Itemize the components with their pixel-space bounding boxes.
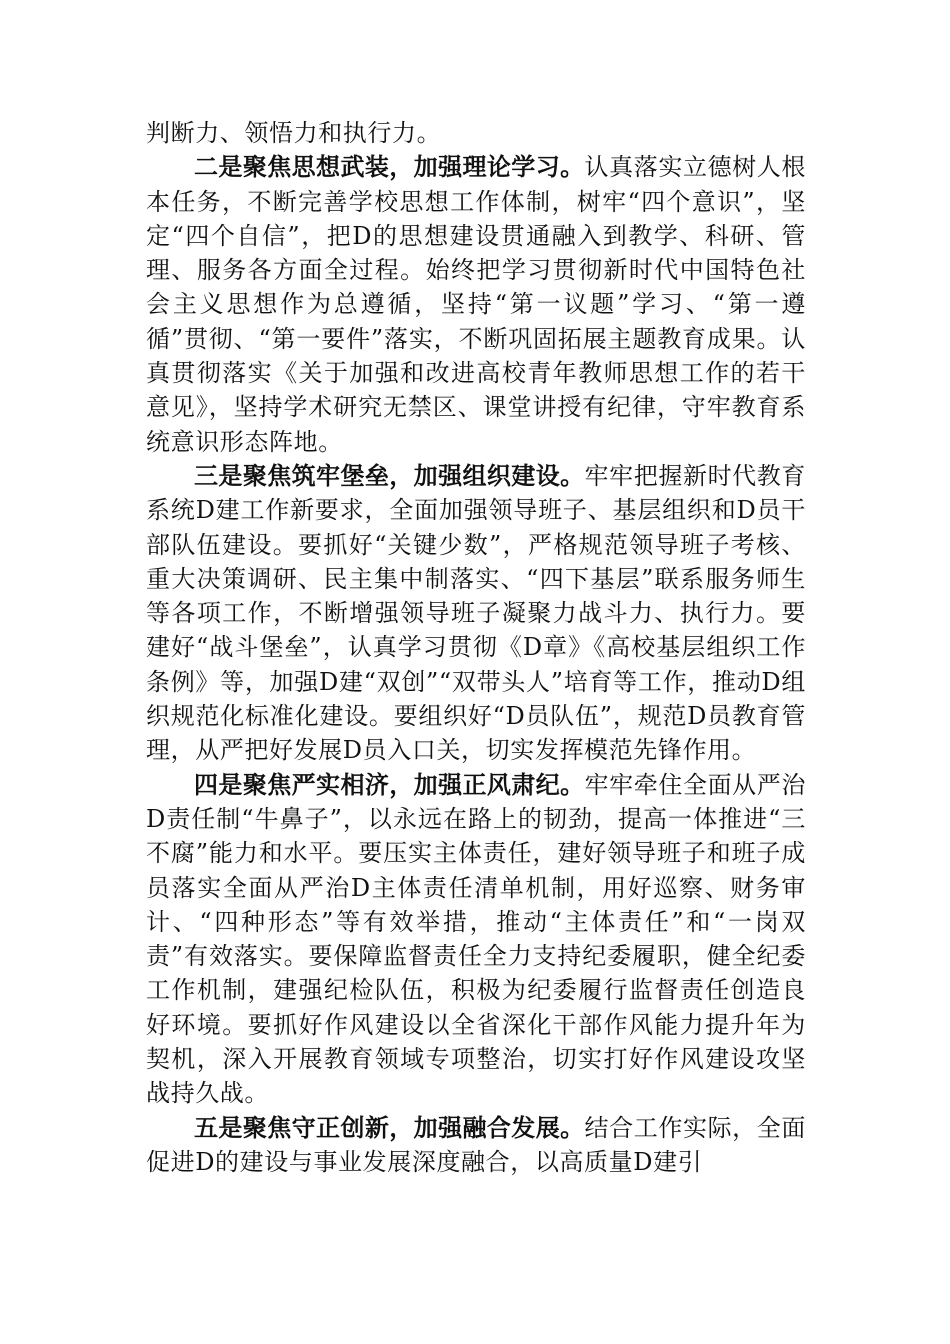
paragraph-1-text: 判断力、领悟力和执行力。 bbox=[146, 119, 442, 147]
paragraph-5 bbox=[146, 1111, 806, 1180]
paragraph-5-text: 结合工作实际，全面促进D的建设与事业发展深度融合，以高质量D建引 bbox=[146, 1113, 806, 1176]
paragraph-2-lead: 二是聚焦思想武装，加强理论学习。 bbox=[194, 153, 585, 182]
document-body bbox=[146, 116, 806, 1179]
paragraph-3-lead: 三是聚焦筑牢堡垒，加强组织建设。 bbox=[194, 461, 585, 490]
paragraph-3 bbox=[146, 459, 806, 768]
paragraph-1 bbox=[146, 116, 806, 150]
paragraph-4 bbox=[146, 768, 806, 1111]
paragraph-4-text: 牢牢牵住全面从严治D责任制“牛鼻子”，以永远在路上的韧劲，提高一体推进“三不腐”能力和水平。要压实主体责任，建好领导班子和班子成员落实全面从严治D主体责任清单机制，用好巡察、财务审计、“四种形态”等有效举措，推动“主体责任”和“一岗双责”有效落实。要保障监督责任全力支持纪委履职，健全纪委工作机制，建强纪检队伍，积极为纪委履行监督责任创造良好环境。要抓好作风建设以全省深化干部作风能力提升年为契机，深入开展教育领域专项整治，切实打好作风建设攻坚战持久战。 bbox=[146, 770, 806, 1108]
paragraph-4-lead: 四是聚焦严实相济，加强正风肃纪。 bbox=[194, 770, 585, 799]
paragraph-5-lead: 五是聚焦守正创新，加强融合发展。 bbox=[194, 1113, 585, 1142]
paragraph-2-text: 认真落实立德树人根本任务，不断完善学校思想工作体制，树牢“四个意识”，坚定“四个自信”，把D的思想建设贯通融入到教学、科研、管理、服务各方面全过程。始终把学习贯彻新时代中国特色社会主义思想作为总遵循，坚持“第一议题”学习、“第一遵循”贯彻、“第一要件”落实，不断巩固拓展主题教育成果。认真贯彻落实《关于加强和改进高校青年教师思想工作的若干意见》，坚持学术研究无禁区、课堂讲授有纪律，守牢教育系统意识形态阵地。 bbox=[146, 153, 806, 456]
paragraph-3-text: 牢牢把握新时代教育系统D建工作新要求，全面加强领导班子、基层组织和D员干部队伍建设。要抓好“关键少数”，严格规范领导班子考核、重大决策调研、民主集中制落实、“四下基层”联系服务师生等各项工作，不断增强领导班子凝聚力战斗力、执行力。要建好“战斗堡垒”，认真学习贯彻《D章》《高校基层组织工作条例》等，加强D建“双创”“双带头人”培育等工作，推动D组织规范化标准化建设。要组织好“D员队伍”，规范D员教育管理，从严把好发展D员入口关，切实发挥模范先锋作用。 bbox=[146, 461, 806, 765]
paragraph-2 bbox=[146, 150, 806, 459]
